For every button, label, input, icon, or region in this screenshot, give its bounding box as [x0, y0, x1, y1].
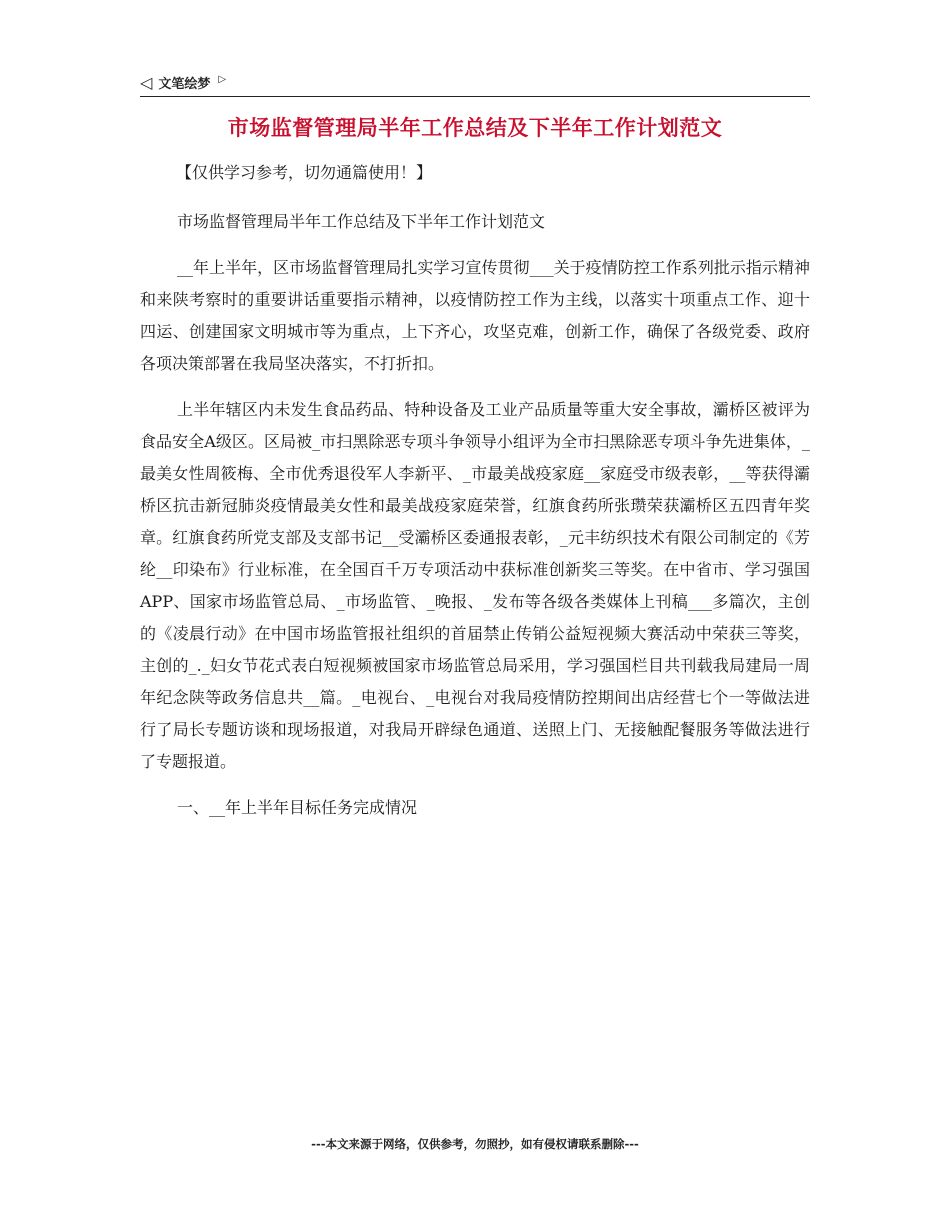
- brand: [140, 73, 226, 92]
- triangle-right-icon: ▷: [218, 73, 227, 85]
- document-title: 市场监督管理局半年工作总结及下半年工作计划范文: [227, 116, 723, 140]
- paragraph-subtitle: 市场监督管理局半年工作总结及下半年工作计划范文: [177, 212, 546, 231]
- usage-notice: 【仅供学习参考，切勿通篇使用！】: [176, 163, 433, 182]
- paragraph: 上半年辖区内未发生食品药品、特种设备及工业产品质量等重大安全事故，灞桥区被评为食品安全A级区。区局被_市扫黑除恶专项斗争领导小组评为全市扫黑除恶专项斗争先进集体，_最美女性周筱梅、全市优秀退役军人李新平、_市最美战疫家庭__家庭受市级表彰，__等获得灞桥区抗击新冠肺炎疫情最美女性和最美战疫家庭荣誉，红旗食药所张瓒荣获灞桥区五四青年奖章。红旗食药所党支部及支部书记__受灞桥区委通报表彰，_元丰纺织技术有限公司制定的《芳纶__印染布》行业标准，在全国百千万专项活动中获标准创新奖三等奖。在中省市、学习强国APP、国家市场监管总局、_市场监管、_晚报、_发布等各级各类媒体上刊稿___多篇次，主创的《凌晨行动》在中国市场监管报社组织的首届禁止传销公益短视频大赛活动中荣获三等奖，主创的_._妇女节花式表白短视频被国家市场监管总局采用，学习强国栏目共刊载我局建局一周年纪念陕等政务信息共__篇。_电视台、_电视台对我局疫情防控期间出店经营七个一等做法进行了局长专题访谈和现场报道，对我局开辟绿色通道、送照上门、无接触配餐服务等做法进行了专题报道。: [140, 400, 810, 771]
- section-heading: 一、__年上半年目标任务完成情况: [177, 798, 418, 817]
- triangle-left-icon: ◁: [140, 72, 153, 92]
- footer-disclaimer: ---本文来源于网络，仅供参考，勿照抄，如有侵权请联系删除---: [311, 1137, 639, 1151]
- paragraph: __年上半年，区市场监督管理局扎实学习宣传贯彻___关于疫情防控工作系列批示指示精神和来陕考察时的重要讲话重要指示精神，以疫情防控工作为主线，以落实十项重点工作、迎十四运、创建国家文明城市等为重点，上下齐心，攻坚克难，创新工作，确保了各级党委、政府各项决策部署在我局坚决落实，不打折扣。: [140, 258, 810, 373]
- page-header: [140, 70, 810, 97]
- brand-name: 文笔绘梦: [158, 77, 211, 92]
- document-body: [140, 206, 810, 838]
